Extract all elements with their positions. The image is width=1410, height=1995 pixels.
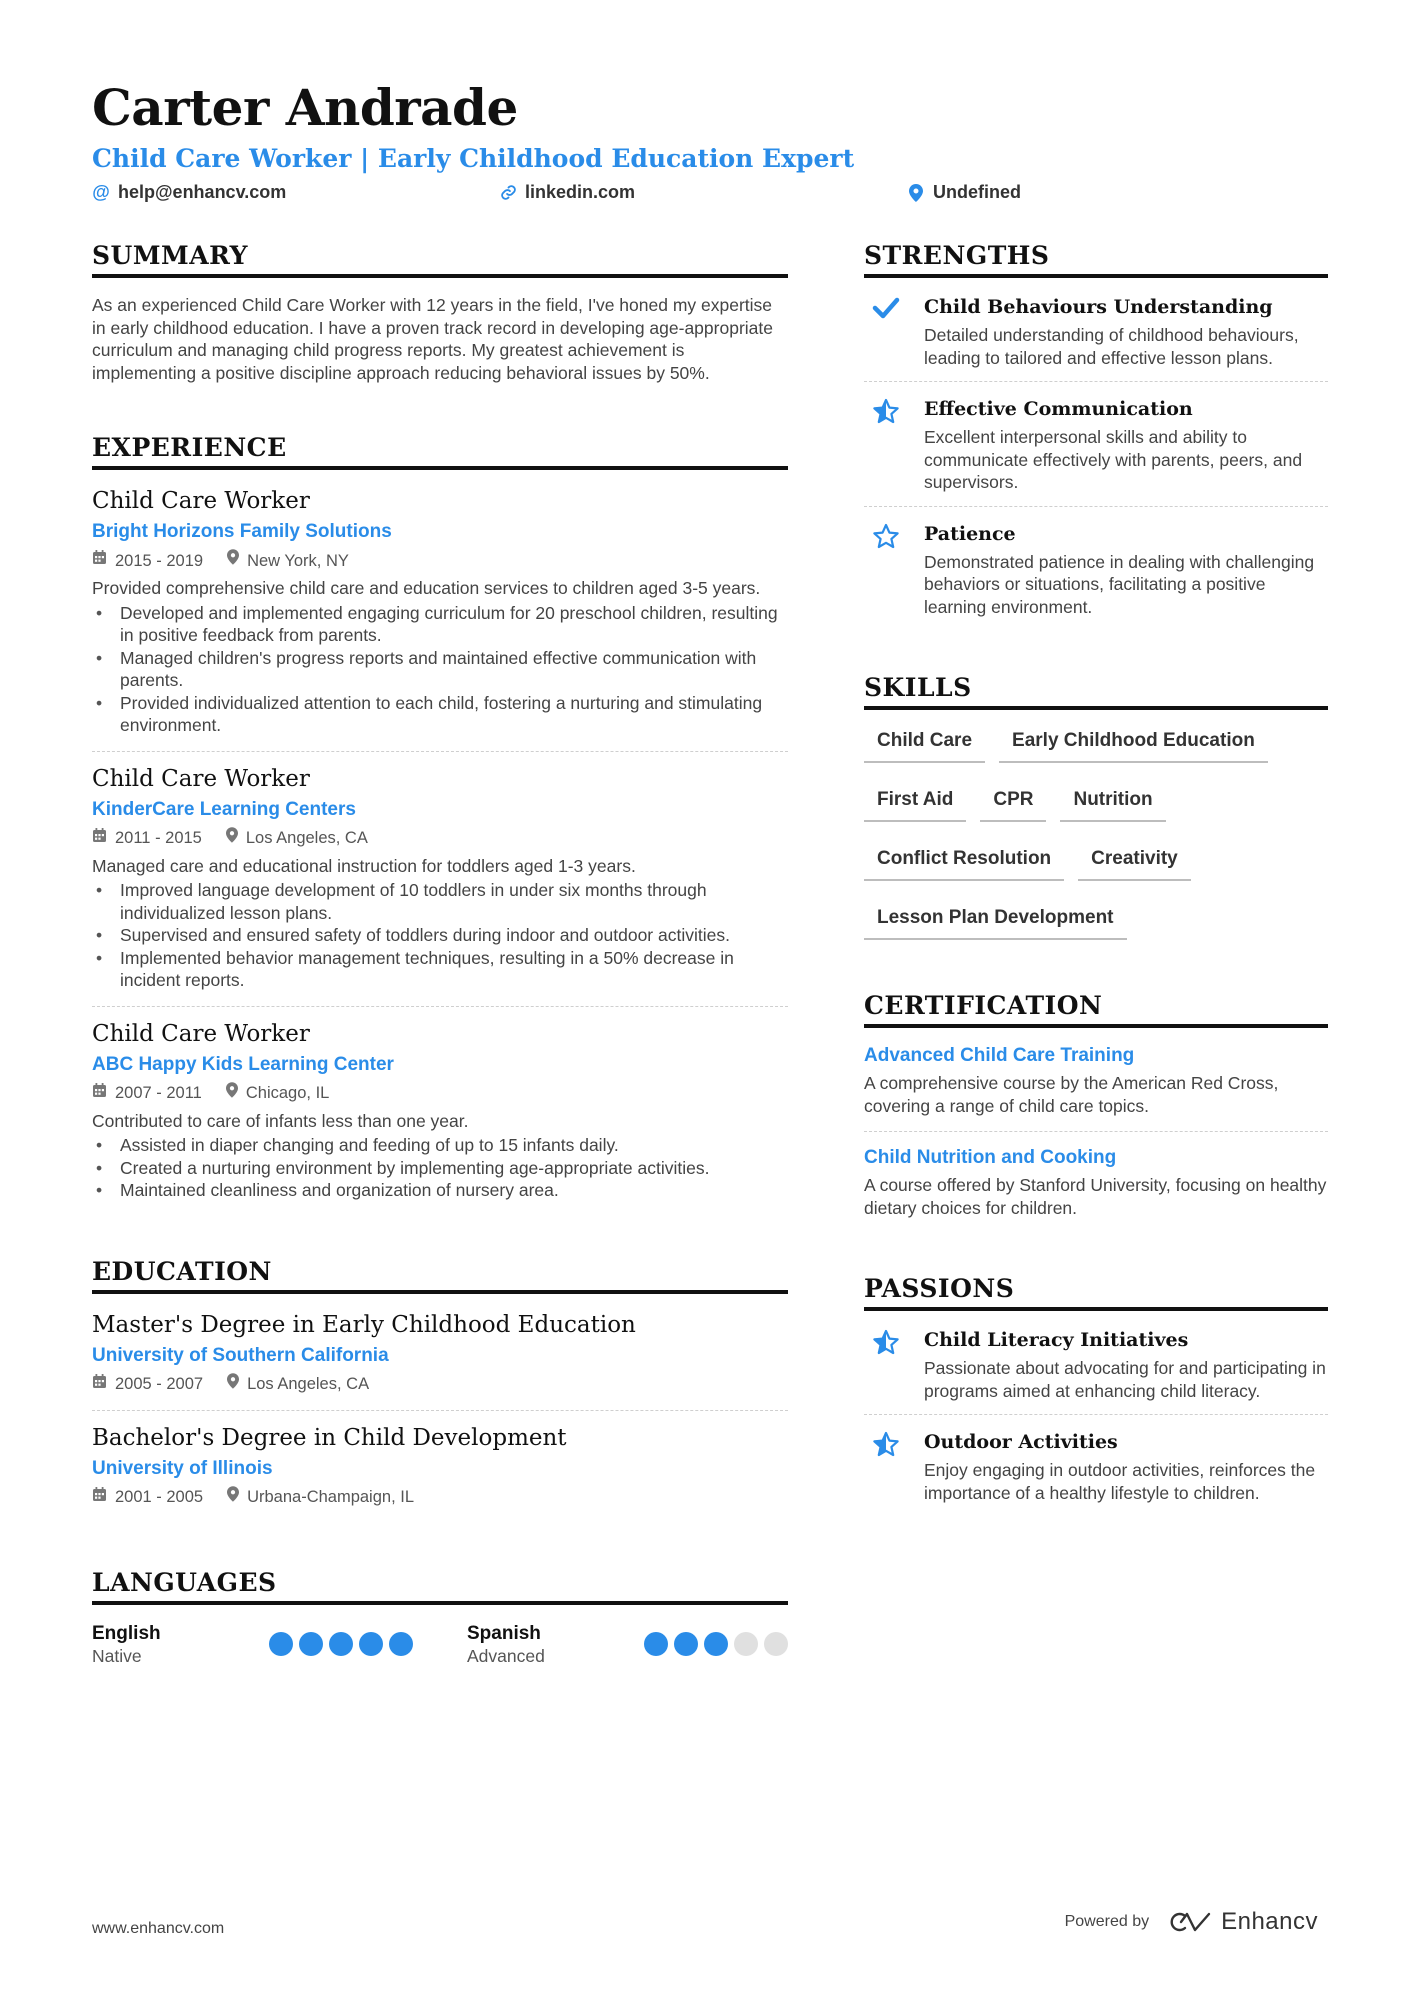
calendar-icon xyxy=(92,1373,107,1396)
passions-section xyxy=(864,1273,1328,1516)
proficiency-dot-filled xyxy=(644,1632,668,1656)
experience-entry xyxy=(92,474,788,752)
date-range xyxy=(92,549,203,572)
candidate-name: Carter Andrade xyxy=(92,78,518,137)
strengths-list xyxy=(864,280,1328,630)
summary-text: As an experienced Child Care Worker with 12 years in the field, I've honed my expertise in early childhood education. I have a proven track record in developing age-appropriate curriculum and managing child progress reports. My greatest achievement is implementing a positive discipline approach reducing behavioral issues by 50%. xyxy=(92,295,773,383)
location-pin-icon xyxy=(226,1082,238,1105)
date-text: 2015 - 2019 xyxy=(115,551,204,570)
language-level: Native xyxy=(92,1645,142,1666)
proficiency-dot-filled xyxy=(329,1632,353,1656)
achievement-list xyxy=(92,1134,788,1202)
achievement-item: • Managed children's progress reports and maintained effective communication with parents. xyxy=(92,647,788,692)
skill-tag: Child Care xyxy=(864,730,985,763)
check-icon xyxy=(864,294,908,369)
skill-tag: Nutrition xyxy=(1060,789,1165,822)
location-text: Urbana-Champaign, IL xyxy=(247,1488,415,1506)
passions-heading: PASSIONS xyxy=(864,1273,1328,1311)
date-text: 2007 - 2011 xyxy=(115,1084,202,1102)
strength-description: Excellent interpersonal skills and ability to communicate effectively with parents, peers, and supervisors. xyxy=(924,427,1303,492)
job-description: Provided comprehensive child care and education services to children aged 3-5 years. xyxy=(92,578,761,598)
strength-item xyxy=(864,382,1328,507)
location-pin-icon xyxy=(227,1486,239,1509)
contact-link[interactable] xyxy=(499,182,635,203)
left-column xyxy=(92,240,788,1715)
location-text: Chicago, IL xyxy=(245,1084,330,1102)
skill-tag: Conflict Resolution xyxy=(864,848,1064,881)
passion-description: Enjoy engaging in outdoor activities, reinforces the importance of a healthy lifestyle to children. xyxy=(924,1460,1316,1503)
achievement-list xyxy=(92,602,788,737)
passion-item xyxy=(864,1415,1328,1516)
brand-name: Enhancv xyxy=(1221,1908,1318,1935)
star-outline-icon xyxy=(864,521,908,619)
strength-body xyxy=(924,521,1328,619)
experience-entry xyxy=(92,1007,788,1216)
achievement-item: • Assisted in diaper changing and feeding of up to 15 infants daily. xyxy=(92,1134,788,1157)
proficiency-dot-filled xyxy=(704,1632,728,1656)
certification-title[interactable]: Child Nutrition and Cooking xyxy=(864,1147,1117,1168)
education-heading: EDUCATION xyxy=(92,1256,788,1294)
strength-title: Child Behaviours Understanding xyxy=(924,296,1273,318)
resume-header xyxy=(92,78,1332,210)
date-range xyxy=(92,1486,203,1509)
location xyxy=(227,549,349,572)
candidate-title: Child Care Worker | Early Childhood Education Expert xyxy=(92,144,855,173)
location-pin-icon xyxy=(226,827,238,850)
proficiency-dot-empty xyxy=(764,1632,788,1656)
language-level: Advanced xyxy=(467,1645,545,1666)
certification-description: A comprehensive course by the American Red Cross, covering a range of child care topics. xyxy=(864,1073,1279,1116)
location-pin-icon xyxy=(227,549,239,572)
calendar-icon xyxy=(92,1486,107,1509)
language-name: Spanish xyxy=(467,1622,541,1644)
achievement-item: • Improved language development of 10 toddlers in under six months through individualized lesson plans. xyxy=(92,879,788,924)
link-icon xyxy=(499,184,517,201)
strength-item xyxy=(864,280,1328,382)
date-text: 2005 - 2007 xyxy=(115,1375,204,1393)
contact-row xyxy=(92,182,1332,210)
job-title: Child Care Worker xyxy=(92,1020,310,1047)
proficiency-dot-filled xyxy=(389,1632,413,1656)
location-pin-icon xyxy=(227,1373,239,1396)
star-half-icon xyxy=(864,396,908,494)
at-icon: @ xyxy=(92,182,110,202)
certification-item xyxy=(864,1030,1328,1132)
achievement-item: • Supervised and ensured safety of toddlers during indoor and outdoor activities. xyxy=(92,924,788,947)
skill-tag: First Aid xyxy=(864,789,966,822)
company-name[interactable]: ABC Happy Kids Learning Center xyxy=(92,1053,394,1075)
skill-tag: Early Childhood Education xyxy=(999,730,1268,763)
certification-item xyxy=(864,1132,1328,1233)
certification-list xyxy=(864,1030,1328,1233)
achievement-item: • Provided individualized attention to each child, fostering a nurturing and stimulating environment. xyxy=(92,692,788,737)
strength-description: Demonstrated patience in dealing with challenging behaviors or situations, facilitating a positive learning environment. xyxy=(924,551,1315,617)
language-item xyxy=(467,1623,788,1667)
calendar-icon xyxy=(92,549,107,572)
date-location-row xyxy=(92,1082,788,1105)
passion-title: Child Literacy Initiatives xyxy=(924,1329,1189,1351)
right-column xyxy=(864,240,1328,1564)
contact-location xyxy=(907,182,1021,203)
footer-brand xyxy=(1065,1908,1318,1936)
summary-heading: SUMMARY xyxy=(92,240,788,278)
proficiency-dot-empty xyxy=(734,1632,758,1656)
job-description: Contributed to care of infants less than one year. xyxy=(92,1110,469,1131)
date-location-row xyxy=(92,827,788,850)
location-text: Undefined xyxy=(933,182,1021,202)
degree-title: Bachelor's Degree in Child Development xyxy=(92,1424,567,1451)
date-text: 2011 - 2015 xyxy=(115,829,202,847)
certification-description: A course offered by Stanford University, focusing on healthy dietary choices for children. xyxy=(864,1175,1327,1218)
date-location-row xyxy=(92,1486,788,1509)
experience-heading: EXPERIENCE xyxy=(92,432,788,470)
date-location-row xyxy=(92,549,788,572)
powered-by-label: Powered by xyxy=(1064,1913,1150,1930)
skill-tag: Lesson Plan Development xyxy=(864,907,1127,940)
certification-heading: CERTIFICATION xyxy=(864,990,1328,1028)
school-name[interactable]: University of Illinois xyxy=(92,1457,273,1479)
language-item xyxy=(92,1623,413,1667)
location-pin-icon xyxy=(907,184,925,202)
proficiency-dot-filled xyxy=(674,1632,698,1656)
language-info xyxy=(467,1623,545,1667)
company-name[interactable]: KinderCare Learning Centers xyxy=(92,798,356,820)
enhancv-logo-icon xyxy=(1167,1910,1213,1934)
certification-title[interactable]: Advanced Child Care Training xyxy=(864,1045,1135,1066)
calendar-icon xyxy=(92,1082,107,1105)
passion-description: Passionate about advocating for and participating in programs aimed at enhancing child literacy. xyxy=(924,1358,1326,1401)
skill-tag: Creativity xyxy=(1078,848,1191,881)
achievement-item: • Maintained cleanliness and organization of nursery area. xyxy=(92,1179,788,1202)
strengths-section xyxy=(864,240,1328,630)
skill-tag: CPR xyxy=(980,789,1046,822)
strength-body xyxy=(924,294,1328,369)
date-range xyxy=(92,1082,202,1105)
email-text: help@enhancv.com xyxy=(118,182,287,202)
link-text: linkedin.com xyxy=(525,182,636,202)
proficiency-dots xyxy=(644,1632,788,1656)
education-entry xyxy=(92,1298,788,1411)
strength-item xyxy=(864,507,1328,631)
language-info xyxy=(92,1623,161,1667)
location xyxy=(227,1373,369,1396)
date-range xyxy=(92,1373,203,1396)
skills-list xyxy=(864,730,1328,940)
star-half-icon xyxy=(864,1327,908,1402)
proficiency-dot-filled xyxy=(359,1632,383,1656)
proficiency-dot-filled xyxy=(299,1632,323,1656)
education-list xyxy=(92,1298,788,1523)
experience-list xyxy=(92,474,788,1216)
passion-item xyxy=(864,1313,1328,1415)
education-section xyxy=(92,1256,788,1523)
passions-list xyxy=(864,1313,1328,1516)
location xyxy=(226,827,368,850)
footer-website[interactable]: www.enhancv.com xyxy=(92,1920,225,1937)
location-text: New York, NY xyxy=(247,551,349,570)
experience-section xyxy=(92,432,788,1216)
passion-title: Outdoor Activities xyxy=(924,1431,1118,1453)
skills-heading: SKILLS xyxy=(864,672,1328,710)
achievement-item: • Implemented behavior management techniques, resulting in a 50% decrease in incident reports. xyxy=(92,947,788,992)
strengths-heading: STRENGTHS xyxy=(864,240,1328,278)
enhancv-logo[interactable] xyxy=(1167,1908,1318,1936)
languages-section xyxy=(92,1567,788,1667)
contact-email[interactable] xyxy=(92,182,286,203)
certification-section xyxy=(864,990,1328,1233)
strength-title: Patience xyxy=(924,522,1016,545)
date-range xyxy=(92,827,202,850)
location-text: Los Angeles, CA xyxy=(245,829,368,847)
strength-description: Detailed understanding of childhood behaviours, leading to tailored and effective lesson plans. xyxy=(924,325,1299,368)
languages-list xyxy=(92,1623,788,1667)
passion-body xyxy=(924,1327,1328,1402)
date-location-row xyxy=(92,1373,788,1396)
school-name[interactable]: University of Southern California xyxy=(92,1344,389,1366)
experience-entry xyxy=(92,752,788,1007)
company-name[interactable]: Bright Horizons Family Solutions xyxy=(92,521,392,542)
achievement-item: • Developed and implemented engaging curriculum for 20 preschool children, resulting in positive feedback from parents. xyxy=(92,602,788,647)
job-title: Child Care Worker xyxy=(92,765,310,792)
passion-body xyxy=(924,1429,1328,1504)
job-description: Managed care and educational instruction for toddlers aged 1-3 years. xyxy=(92,855,636,876)
location xyxy=(227,1486,414,1509)
summary-section xyxy=(92,240,788,384)
achievement-item: • Created a nurturing environment by implementing age-appropriate activities. xyxy=(92,1157,788,1180)
language-name: English xyxy=(92,1622,161,1644)
degree-title: Master's Degree in Early Childhood Education xyxy=(92,1311,636,1338)
achievement-list xyxy=(92,879,788,992)
education-entry xyxy=(92,1411,788,1523)
location xyxy=(226,1082,329,1105)
strength-body xyxy=(924,396,1328,494)
location-text: Los Angeles, CA xyxy=(247,1375,370,1393)
date-text: 2001 - 2005 xyxy=(115,1488,204,1506)
skills-section xyxy=(864,672,1328,940)
proficiency-dots xyxy=(269,1632,413,1656)
proficiency-dot-filled xyxy=(269,1632,293,1656)
job-title: Child Care Worker xyxy=(92,488,310,514)
calendar-icon xyxy=(92,827,107,850)
strength-title: Effective Communication xyxy=(924,398,1193,420)
star-half-icon xyxy=(864,1429,908,1504)
languages-heading: LANGUAGES xyxy=(92,1567,788,1605)
